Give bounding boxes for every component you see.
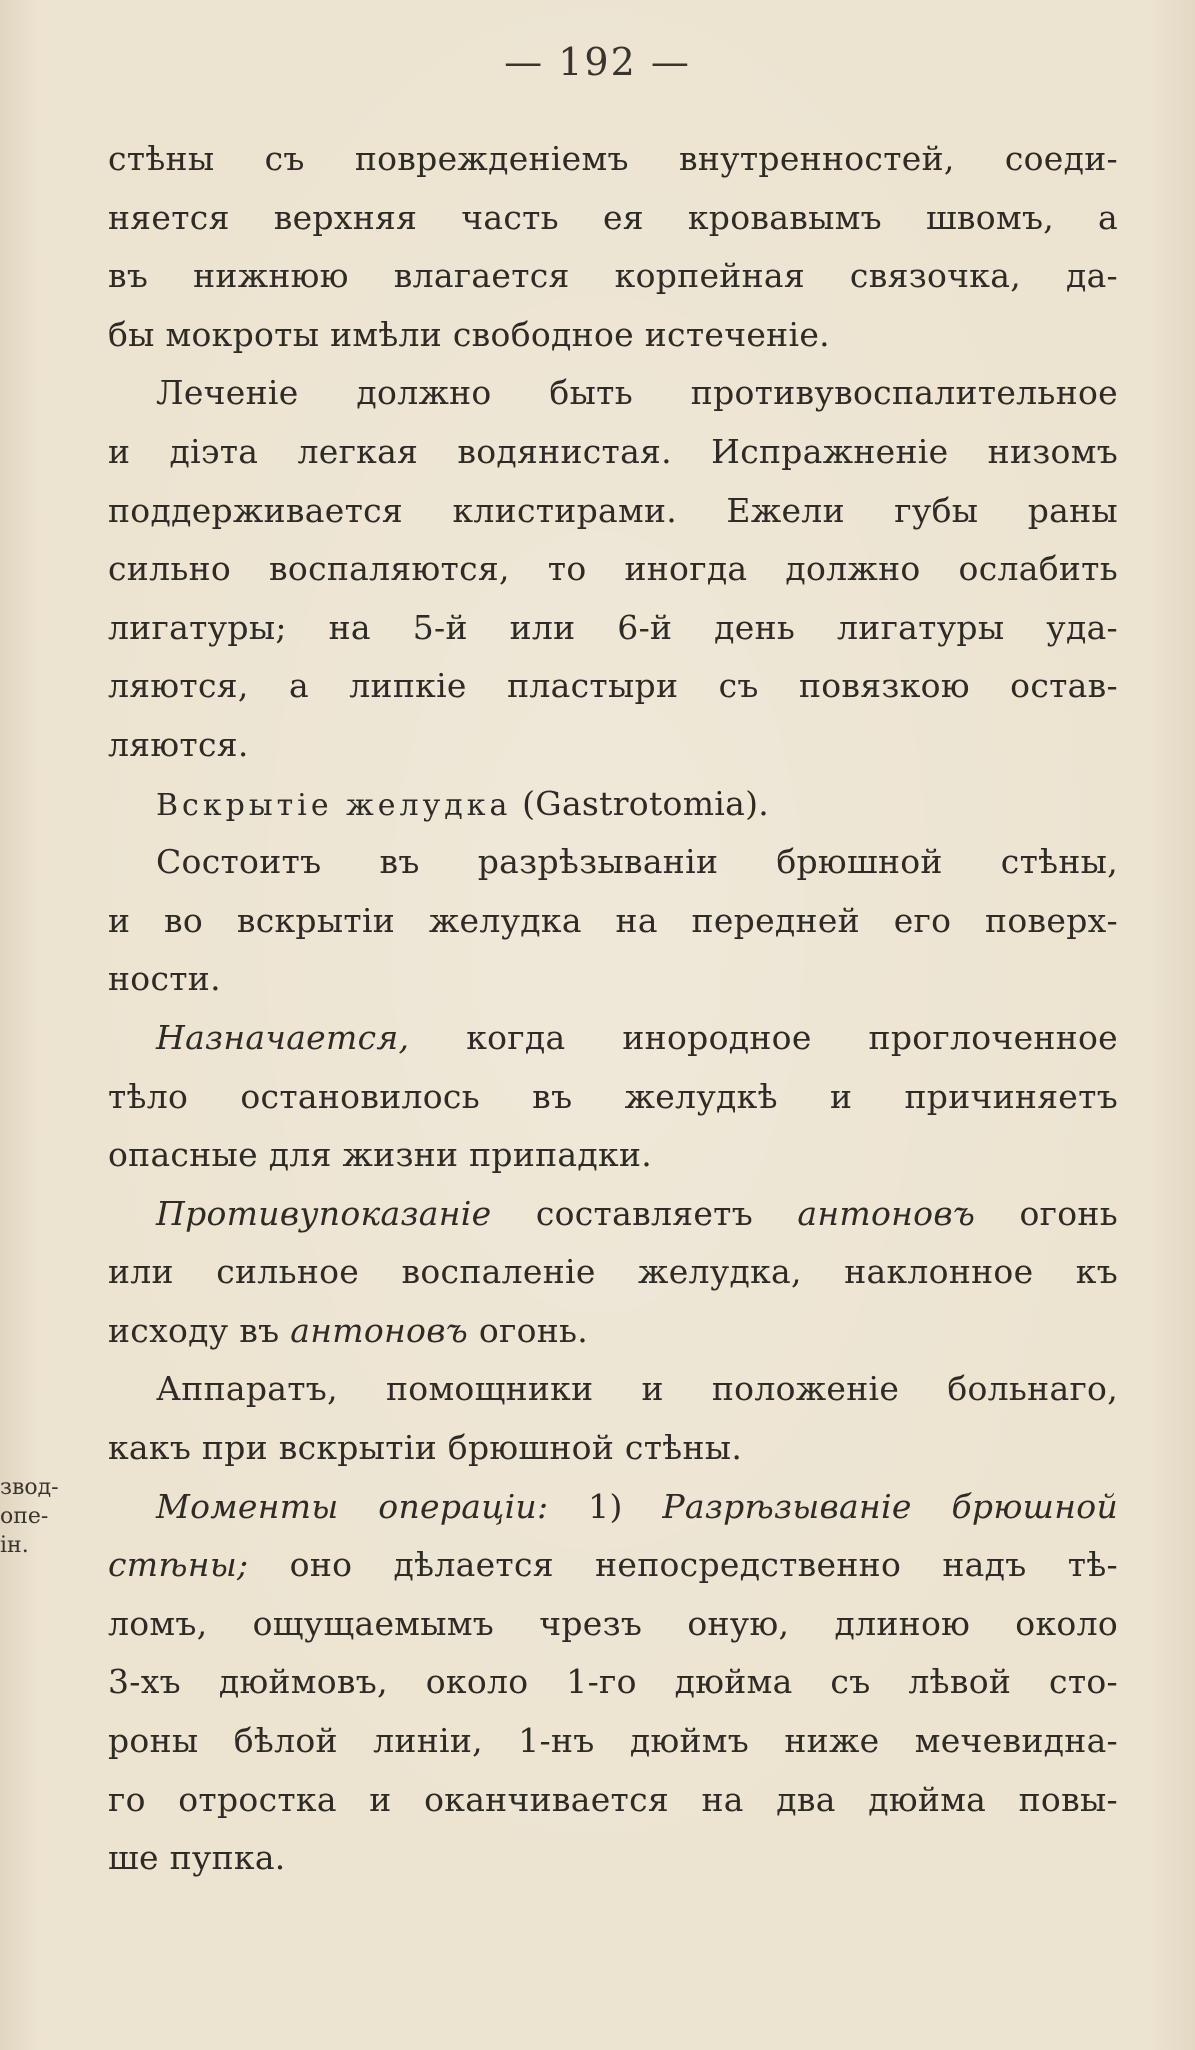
- text-line: [108, 1360, 1118, 1419]
- text-segment: въ нижнюю влагается корпейная связочка, да-: [108, 256, 1118, 296]
- text-line: [108, 482, 1118, 541]
- margin-note: [0, 1473, 80, 1560]
- italic-text: Разрѣзываніе брюшной: [662, 1486, 1118, 1526]
- text-line: [108, 1068, 1118, 1127]
- text-line: [108, 247, 1118, 306]
- italic-text: Назначается,: [156, 1017, 410, 1057]
- margin-note-line: опе-: [0, 1504, 49, 1529]
- italic-text: стѣны;: [108, 1545, 249, 1585]
- margin-note-line: ін.: [0, 1533, 29, 1558]
- text-segment: няется верхняя часть ея кровавымъ швомъ, а: [108, 197, 1118, 237]
- text-line: [108, 1302, 1118, 1361]
- text-segment: бы мокроты имѣли свободное истеченіе.: [108, 314, 830, 354]
- text-segment: или сильное воспаленіе желудка, наклонное къ: [108, 1252, 1118, 1292]
- text-segment: Леченіе должно быть противувоспалительное: [156, 373, 1118, 413]
- text-line: [108, 1653, 1118, 1712]
- section-heading: Вскрытіе желудка: [156, 787, 512, 823]
- text-segment: Аппаратъ, помощники и положеніе больнаго,: [156, 1369, 1118, 1409]
- italic-text: антоновъ: [797, 1193, 976, 1233]
- text-line: [108, 657, 1118, 716]
- text-segment: ности.: [108, 959, 221, 999]
- text-segment: лигатуры; на 5-й или 6-й день лигатуры уда-: [108, 607, 1118, 647]
- text-line: [108, 1536, 1118, 1595]
- text-line: [108, 189, 1118, 248]
- text-line: [108, 775, 1118, 834]
- text-segment: оно дѣлается непосредственно надъ тѣ-: [248, 1545, 1118, 1585]
- text-segment: 3-хъ дюймовъ, около 1-го дюйма съ лѣвой сто-: [108, 1662, 1118, 1702]
- text-line: [108, 1126, 1118, 1185]
- text-line: [108, 1712, 1118, 1771]
- margin-note-line: звод-: [0, 1475, 59, 1500]
- text-segment: огонь: [975, 1193, 1118, 1233]
- text-line: [108, 130, 1118, 189]
- body-text: [108, 130, 1118, 1888]
- text-segment: Состоитъ въ разрѣзываніи брюшной стѣны,: [156, 842, 1118, 882]
- italic-text: Противупоказаніе: [156, 1193, 492, 1233]
- text-line: [108, 1595, 1118, 1654]
- text-line: [108, 1771, 1118, 1830]
- text-line: [108, 716, 1118, 775]
- text-line: [108, 1185, 1118, 1244]
- text-line: [108, 1009, 1118, 1068]
- italic-text: Моменты операціи:: [156, 1486, 549, 1526]
- text-line: [108, 1829, 1118, 1888]
- text-line: [108, 1478, 1118, 1537]
- text-segment: го отростка и оканчивается на два дюйма повы-: [108, 1779, 1118, 1819]
- text-segment: сильно воспаляются, то иногда должно ослабить: [108, 549, 1118, 589]
- text-line: [108, 1243, 1118, 1302]
- text-segment: ляются.: [108, 724, 249, 764]
- text-segment: 1): [548, 1486, 663, 1526]
- text-segment: какъ при вскрытіи брюшной стѣны.: [108, 1428, 743, 1468]
- page-number: — 192 —: [504, 40, 691, 84]
- italic-text: антоновъ: [290, 1310, 469, 1350]
- text-segment: (Gastrotomia).: [511, 783, 770, 823]
- text-line: [108, 892, 1118, 951]
- text-segment: тѣло остановилось въ желудкѣ и причиняетъ: [108, 1076, 1118, 1116]
- text-segment: составляетъ: [491, 1193, 798, 1233]
- text-line: [108, 364, 1118, 423]
- text-segment: когда инородное проглоченное: [409, 1017, 1118, 1057]
- text-segment: огонь.: [468, 1310, 589, 1350]
- text-segment: поддерживается клистирами. Ежели губы раны: [108, 490, 1118, 530]
- text-line: [108, 306, 1118, 365]
- text-segment: роны бѣлой линіи, 1-нъ дюймъ ниже мечевидна-: [108, 1721, 1118, 1761]
- text-segment: ше пупка.: [108, 1838, 286, 1878]
- text-line: [108, 423, 1118, 482]
- text-line: [108, 1419, 1118, 1478]
- text-line: [108, 540, 1118, 599]
- text-segment: и во вскрытіи желудка на передней его поверх-: [108, 900, 1118, 940]
- text-segment: стѣны съ поврежденіемъ внутренностей, соеди-: [108, 139, 1118, 178]
- text-segment: исходу въ: [108, 1310, 291, 1350]
- text-line: [108, 599, 1118, 658]
- text-line: [108, 950, 1118, 1009]
- text-segment: опасные для жизни припадки.: [108, 1135, 653, 1175]
- text-segment: ляются, а липкіе пластыри съ повязкою остав-: [108, 666, 1118, 706]
- text-line: [108, 833, 1118, 892]
- text-segment: ломъ, ощущаемымъ чрезъ оную, длиною около: [108, 1603, 1118, 1643]
- text-segment: и діэта легкая водянистая. Испражненіе низомъ: [108, 431, 1118, 471]
